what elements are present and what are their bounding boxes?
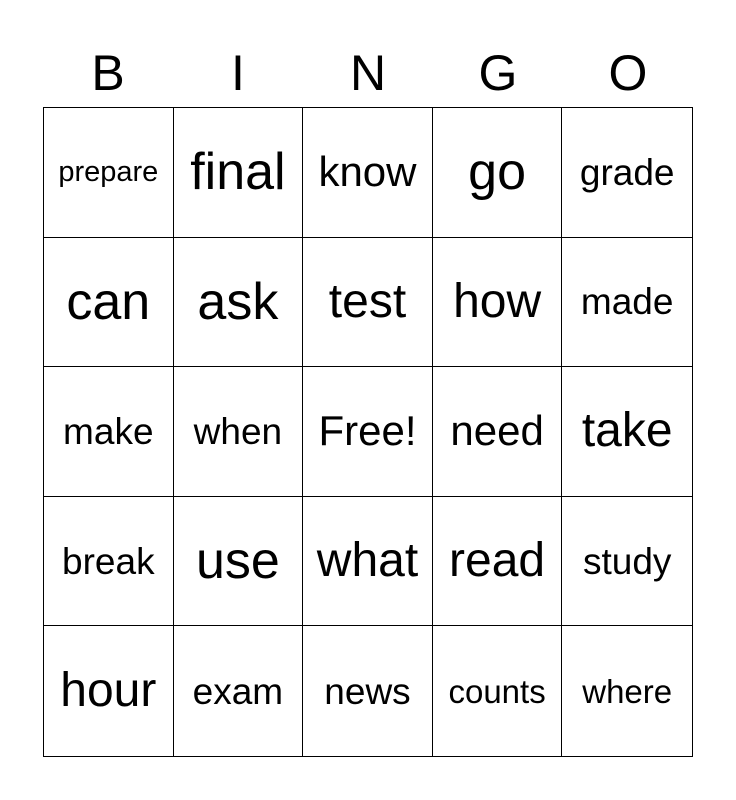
bingo-cell[interactable]: make (44, 367, 174, 497)
bingo-cell[interactable]: study (562, 497, 692, 627)
bingo-board (43, 107, 693, 757)
bingo-cell[interactable]: where (582, 672, 673, 710)
bingo-cell[interactable]: final (174, 108, 304, 238)
bingo-cell[interactable]: prepare (44, 108, 174, 238)
bingo-cell[interactable]: exam (174, 626, 304, 756)
free-space-cell[interactable]: Free! (303, 367, 433, 497)
header-letter-i: I (231, 45, 245, 101)
bingo-cell[interactable]: go (433, 108, 563, 238)
bingo-cell[interactable]: use (174, 497, 304, 627)
bingo-cell[interactable]: ask (174, 238, 304, 368)
bingo-cell[interactable]: need (433, 367, 563, 497)
bingo-cell[interactable]: counts (433, 626, 563, 756)
bingo-cell[interactable]: know (303, 108, 433, 238)
bingo-cell[interactable]: test (303, 238, 433, 368)
bingo-cell[interactable]: what (303, 497, 433, 627)
header-letter-b: B (91, 45, 125, 101)
bingo-cell[interactable]: how (433, 238, 563, 368)
header-letter-g: G (478, 45, 518, 101)
bingo-header (43, 42, 693, 104)
bingo-cell[interactable]: can (44, 238, 174, 368)
header-letter-o: O (608, 45, 648, 101)
bingo-cell[interactable]: when (174, 367, 304, 497)
bingo-cell[interactable]: made (562, 238, 692, 368)
header-letter-n: N (349, 45, 387, 101)
bingo-cell[interactable]: grade (562, 108, 692, 238)
bingo-cell[interactable]: hour (44, 626, 174, 756)
bingo-cell[interactable]: read (433, 497, 563, 627)
bingo-cell[interactable]: take (562, 367, 692, 497)
bingo-cell[interactable]: news (303, 626, 433, 756)
bingo-cell[interactable]: break (44, 497, 174, 627)
